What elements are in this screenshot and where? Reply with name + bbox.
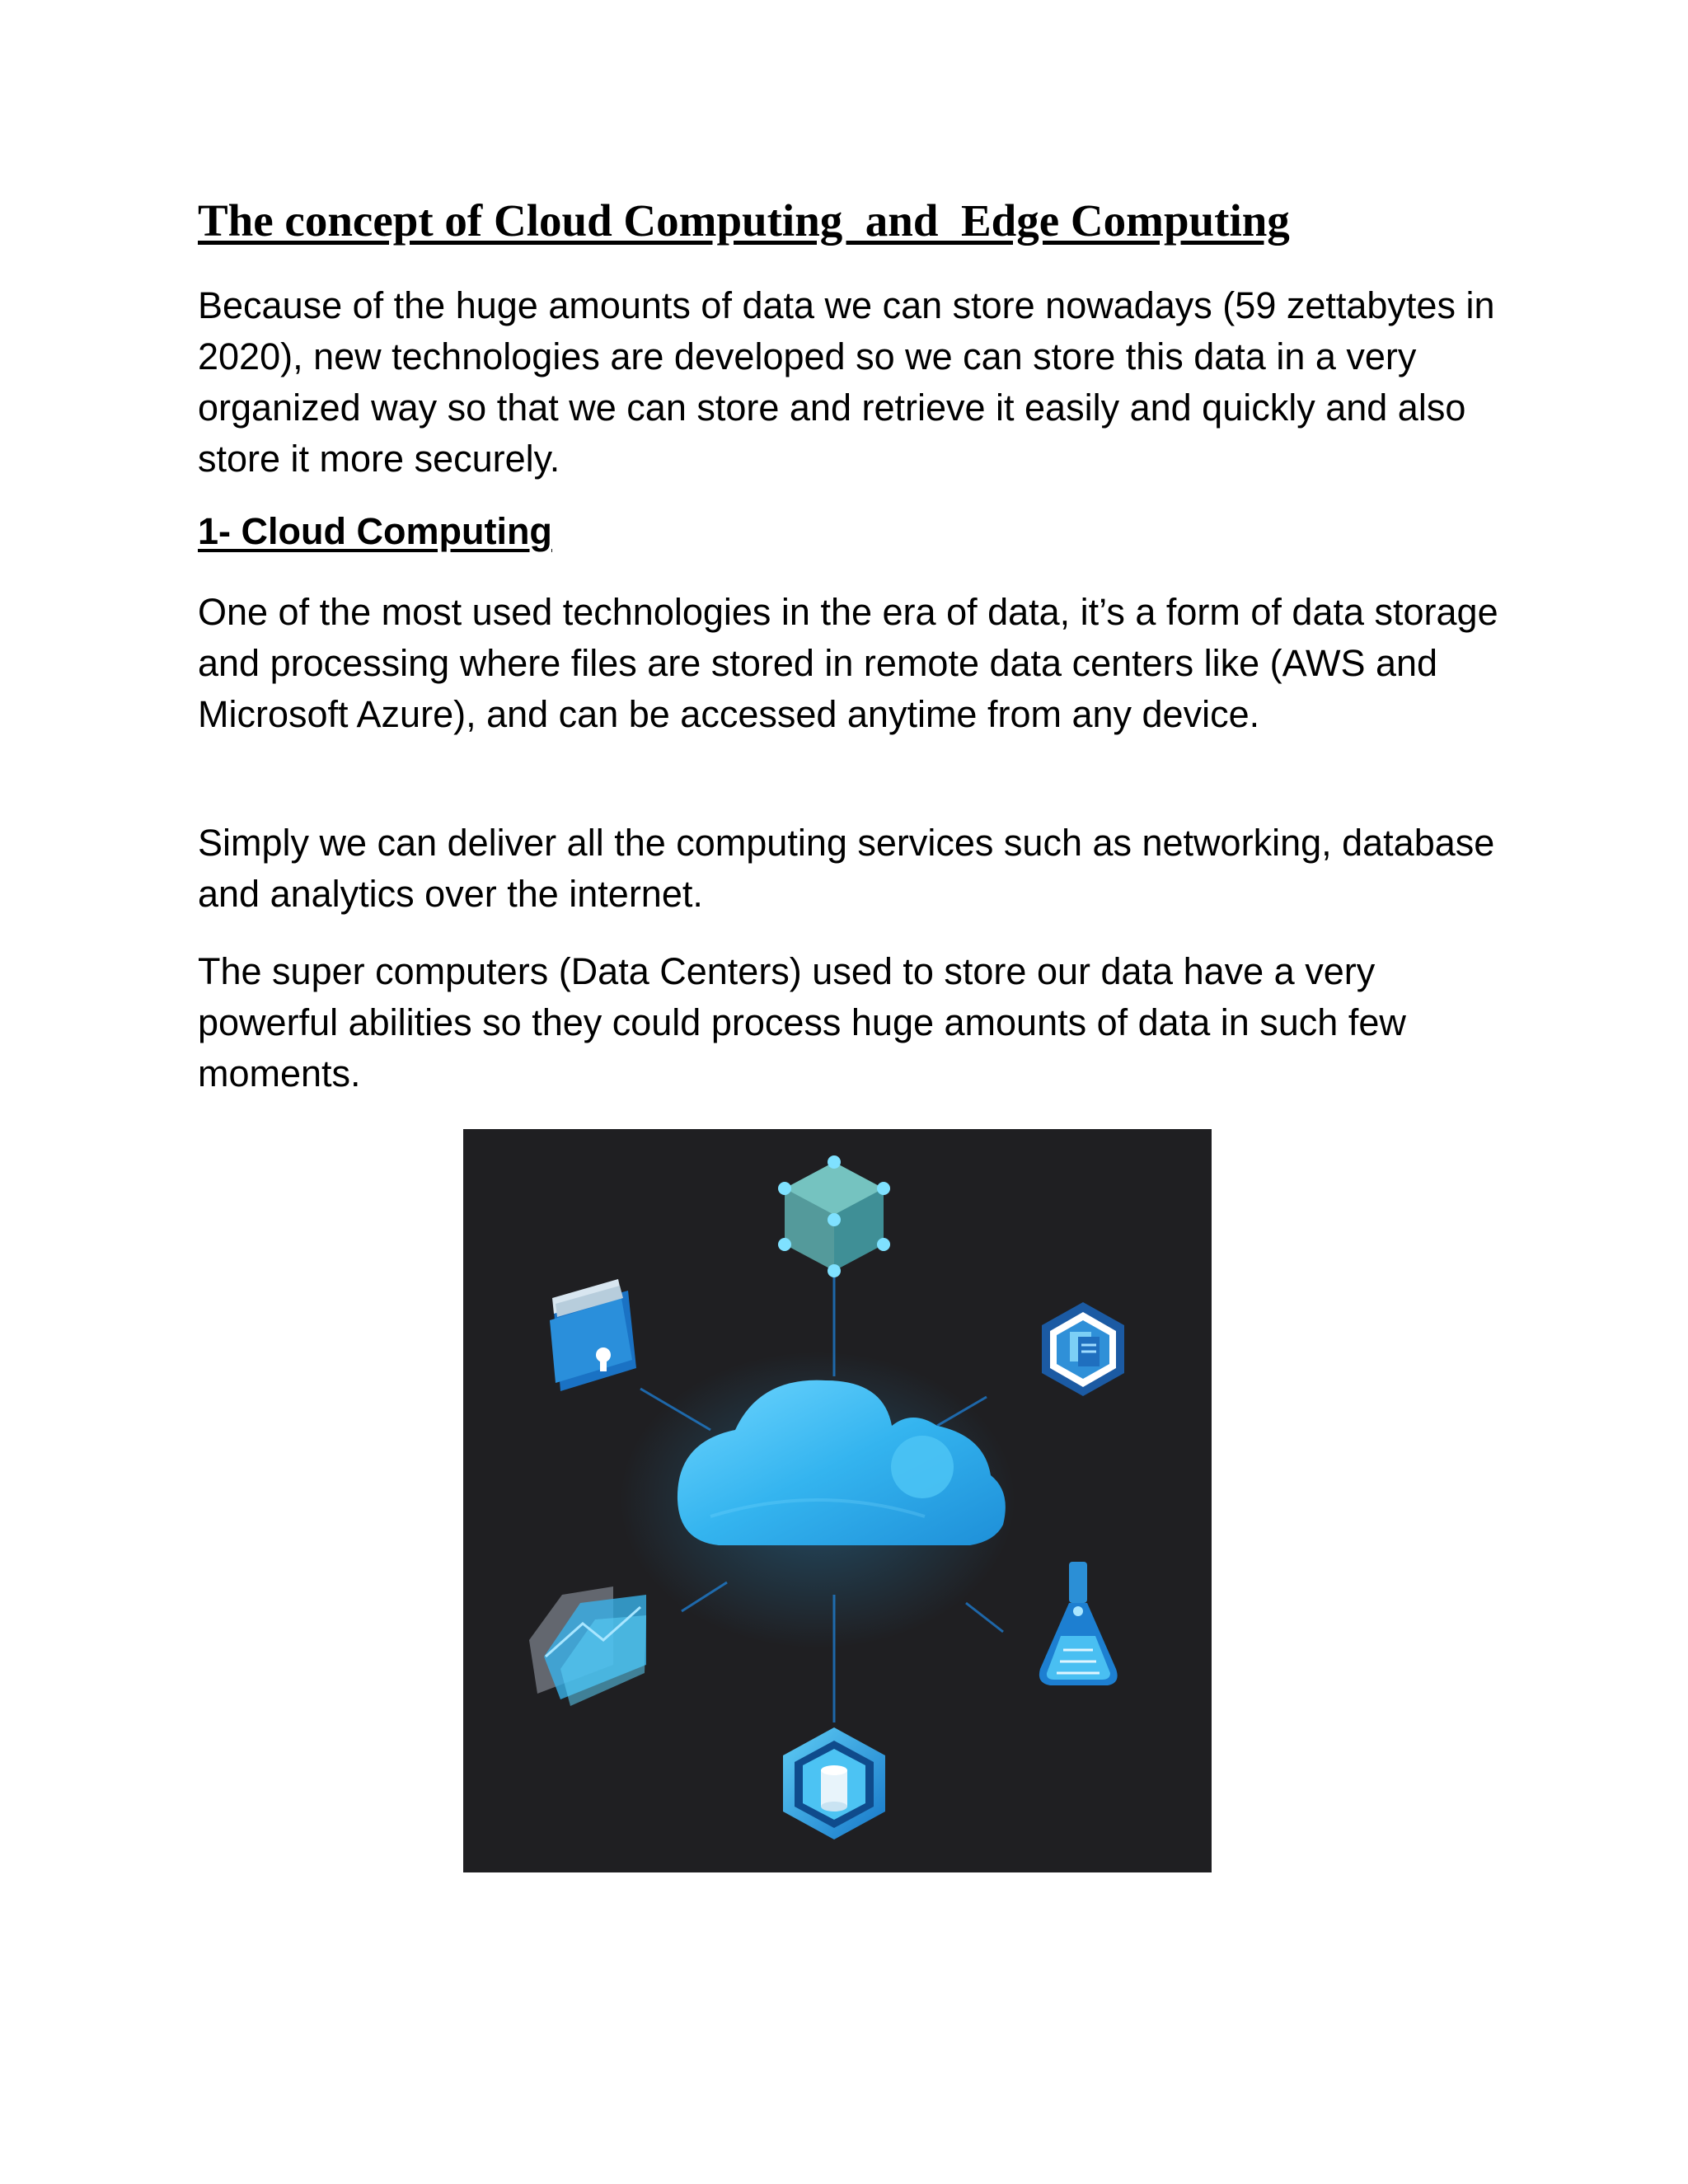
- cloud-computing-illustration: [463, 1129, 1212, 1872]
- data-centers-paragraph: The super computers (Data Centers) used to store our data have a very powerful abilities so they could process huge amounts of data in such few moments.: [198, 950, 1406, 1094]
- intro-paragraph: Because of the huge amounts of data we can store nowadays (59 zettabytes in 2020), new technologies are developed so we can store this data in a very organized way so that we can store and retrieve it easily and quickly and also store it more securely.: [198, 284, 1495, 480]
- cloud-services-paragraph: Simply we can deliver all the computing services such as networking, database and analytics over the internet.: [198, 822, 1495, 915]
- document-title: The concept of Cloud Computing and Edge Computing: [198, 195, 1290, 246]
- section-heading-cloud-computing: 1- Cloud Computing: [198, 510, 552, 552]
- cloud-definition-paragraph: One of the most used technologies in the era of data, it’s a form of data storage and processing where files are stored in remote data centers like (AWS and Microsoft Azure), and can be accessed anytime from any device.: [198, 591, 1498, 735]
